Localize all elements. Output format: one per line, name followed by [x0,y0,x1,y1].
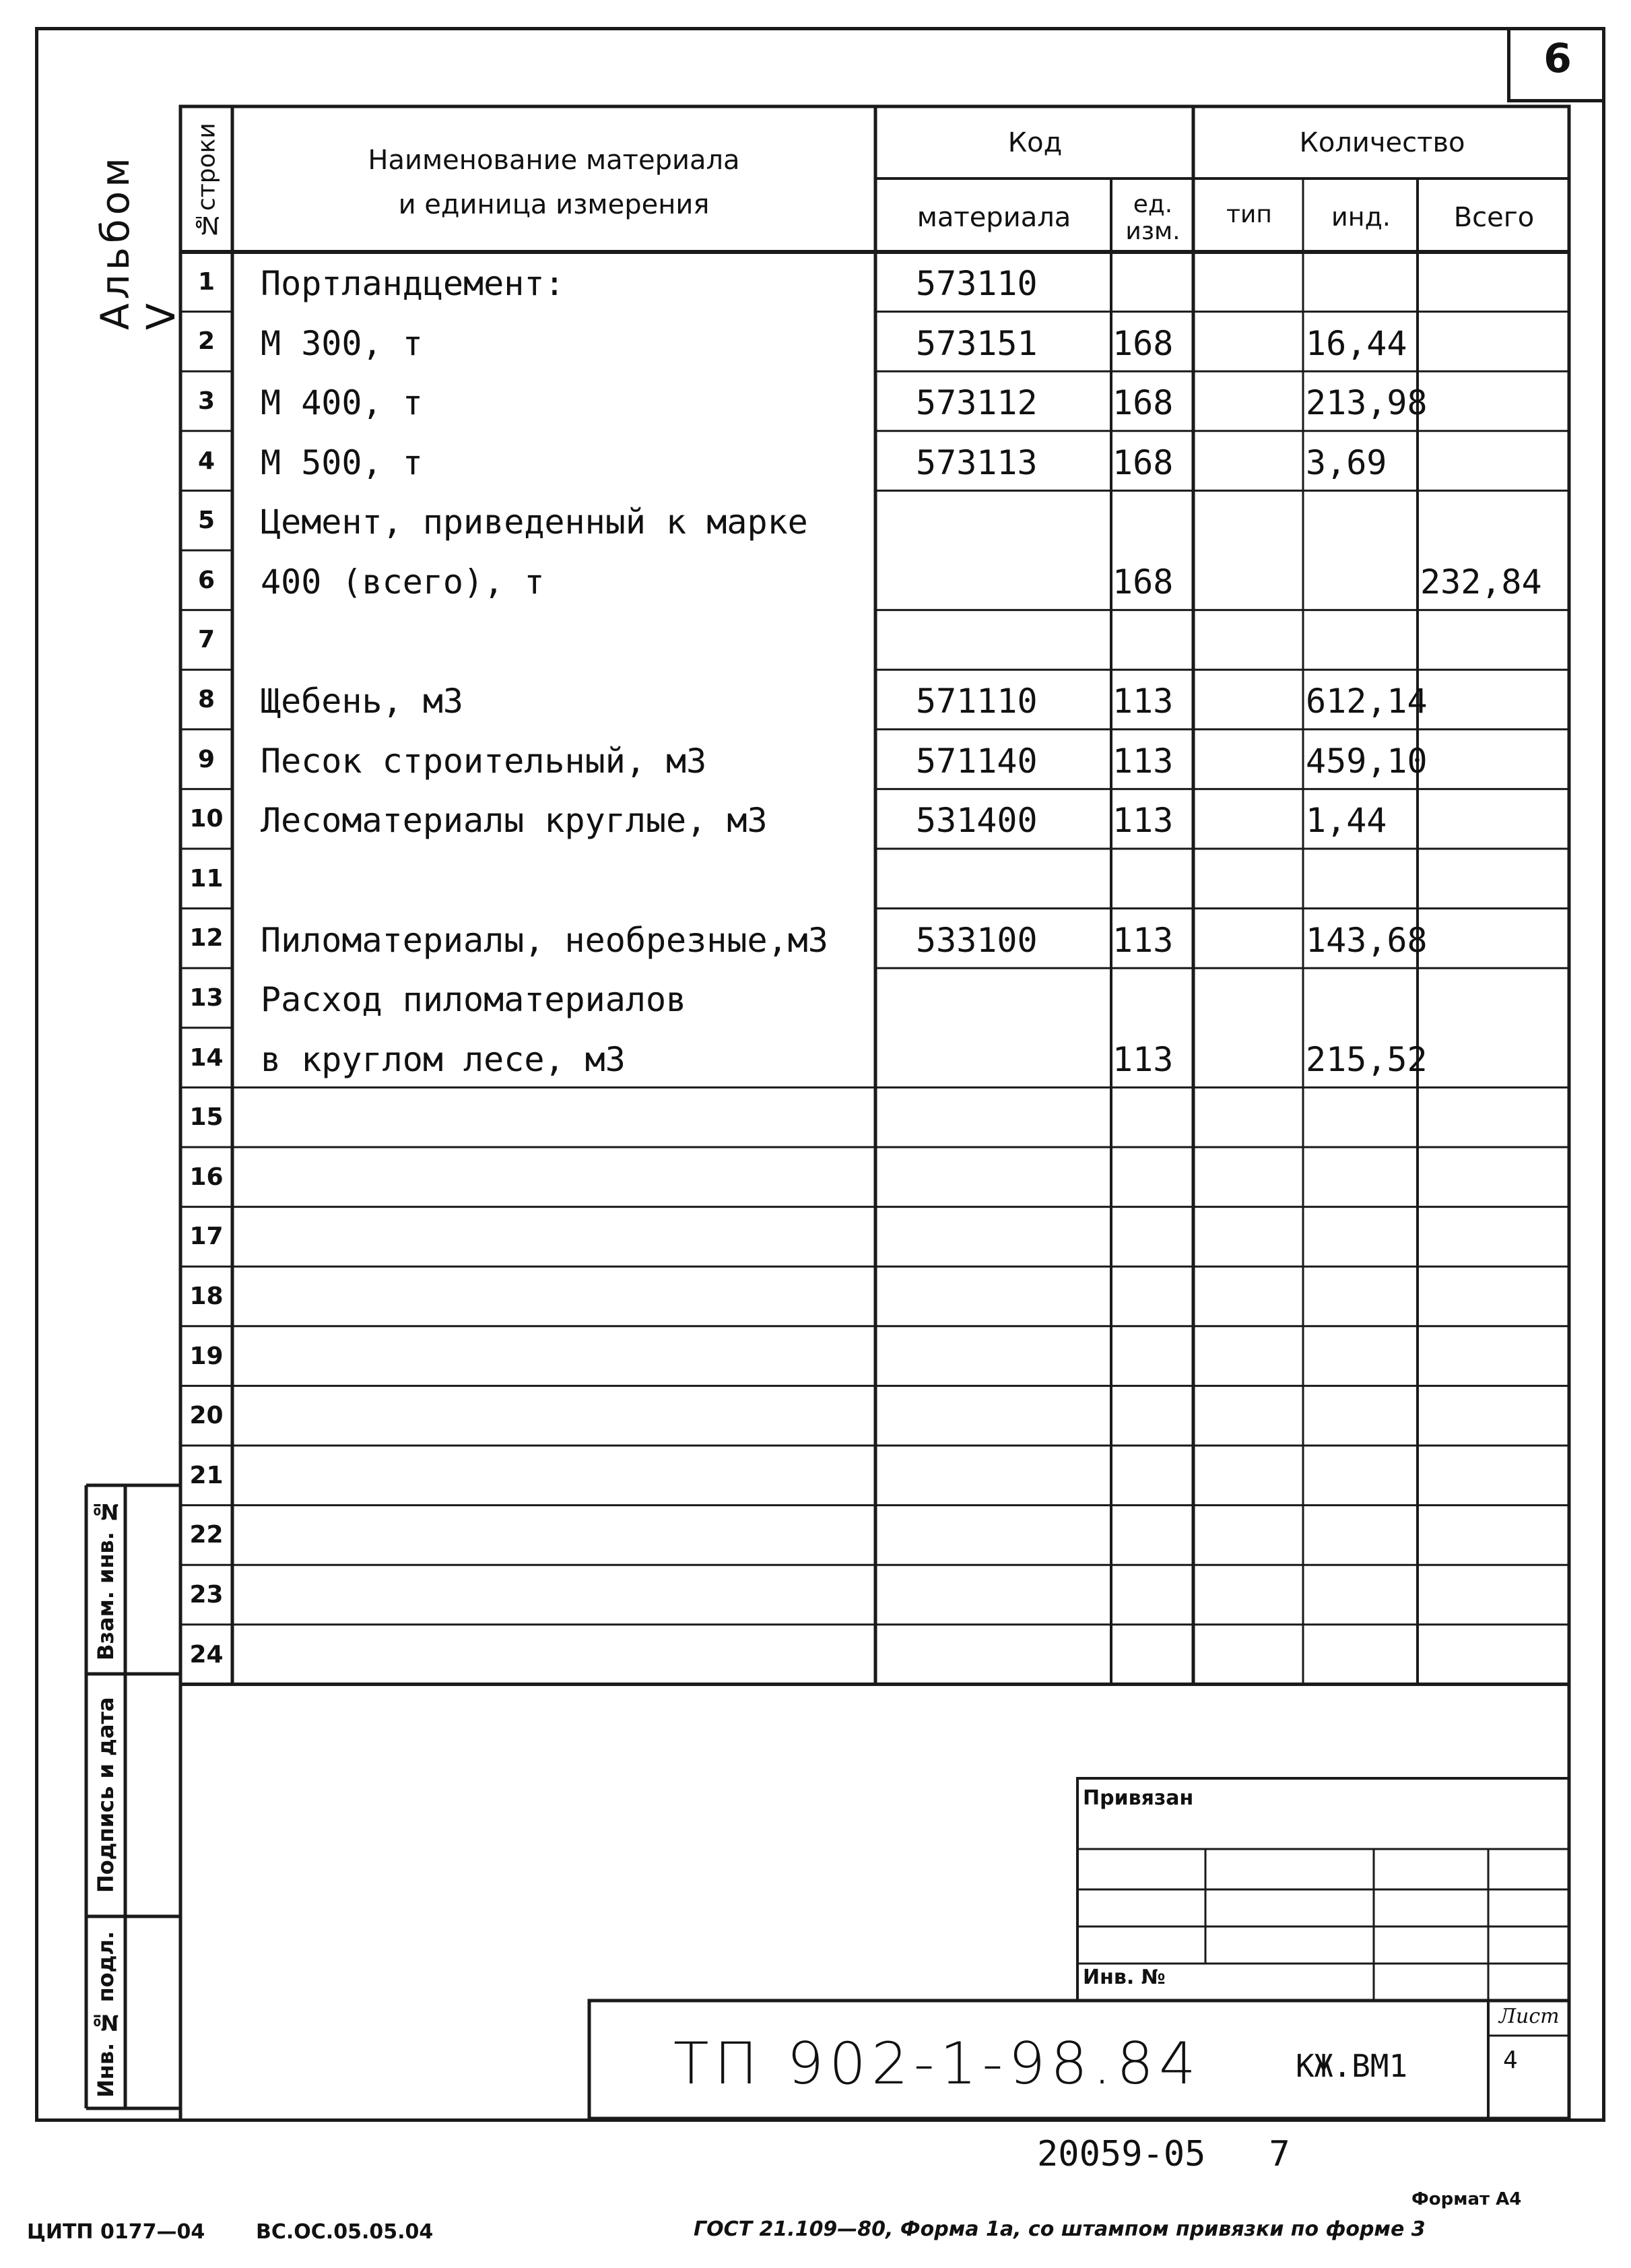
header-qty-type: тип [1226,200,1272,228]
row-ind: 1,44 [1306,801,1387,841]
row-number: 21 [189,1461,224,1489]
row-name: М 300, т [261,323,423,363]
row-number: 7 [197,626,215,654]
header-code-unit-line1: ед. [1133,191,1173,219]
row-unit: 113 [1112,682,1174,721]
row-unit: 113 [1112,1039,1174,1079]
row-total: 232,84 [1420,562,1542,602]
row-code: 533100 [916,920,1038,960]
header-code: Код [1007,127,1063,158]
header-qty-ind: инд. [1331,202,1391,232]
row-unit: 168 [1112,443,1174,482]
header-quantity: Количество [1299,127,1465,158]
row-ind: 612,14 [1306,682,1428,721]
row-number: 9 [197,745,215,773]
row-number: 19 [189,1342,224,1370]
row-name: Лесоматериалы круглые, м3 [261,801,768,841]
row-number: 12 [189,924,224,952]
row-number: 23 [189,1580,224,1609]
row-unit: 168 [1112,383,1174,423]
stamp-inv-no: Инв. № [1083,1966,1166,1989]
row-number: 18 [189,1282,224,1310]
row-code: 571140 [916,741,1038,781]
row-unit: 168 [1112,323,1174,363]
format-label: Формат А4 [1411,2189,1522,2209]
footer-middle: ВС.ОС.05.05.04 [256,2220,434,2244]
row-unit: 113 [1112,801,1174,841]
row-name: М 500, т [261,443,423,482]
row-name: Цемент, приведенный к марке [261,503,808,542]
footer-right: ГОСТ 21.109—80, Форма 1а, со штампом привязки по форме 3 [694,2217,1426,2241]
header-code-unit [1112,182,1193,255]
header-qty-total: Всего [1453,202,1535,233]
row-name: в круглом лесе, м3 [261,1039,626,1079]
header-code-unit-line2: изм. [1125,218,1180,245]
stamp-section: КЖ.ВМ1 [1296,2048,1408,2084]
row-number: 11 [189,864,224,893]
row-ind: 213,98 [1306,383,1428,423]
row-name: Пиломатериалы, необрезные,м3 [261,920,828,960]
row-ind: 3,69 [1306,443,1387,482]
row-name: Песок строительный, м3 [261,741,707,781]
row-number: 24 [189,1640,224,1668]
album-label: Альбом V [92,154,184,330]
row-ind: 143,68 [1306,920,1428,960]
footer-left: ЦИТП 0177—04 [27,2220,205,2244]
stamp-privyazan: Привязан [1083,1786,1194,1810]
header-row-number: №строки [193,123,221,238]
row-unit: 113 [1112,920,1174,960]
doc-number: 20059-05 7 [1037,2134,1290,2174]
row-code: 571110 [916,682,1038,721]
row-code: 573113 [916,443,1038,482]
header-name-line1: Наименование материала [368,145,740,176]
corner-sheet-number: 6 [1543,35,1572,82]
stamp-podpis-data: Подпись и дата [93,1697,119,1893]
stamp-sheet-label: Лист [1499,2005,1560,2028]
row-number: 2 [197,327,215,356]
header-name-line2: и единица измерения [398,189,710,220]
row-ind: 16,44 [1306,323,1407,363]
stamp-designation: ТП 902-1-98.84 [673,2030,1201,2098]
row-name: Расход пиломатериалов [261,980,687,1020]
row-number: 3 [197,387,215,415]
row-code: 573112 [916,383,1038,423]
row-name: Портландцемент: [261,264,565,303]
stamp-sheet-value: 4 [1503,2046,1518,2074]
row-number: 8 [197,685,215,713]
row-number: 16 [189,1163,224,1191]
header-code-material: материала [917,202,1071,233]
row-number: 15 [189,1103,224,1132]
row-ind: 215,52 [1306,1039,1428,1079]
row-name: М 400, т [261,383,423,423]
row-code: 573110 [916,264,1038,303]
row-number: 13 [189,983,224,1012]
row-number: 10 [189,805,224,833]
row-code: 531400 [916,801,1038,841]
row-number: 14 [189,1043,224,1072]
row-unit: 168 [1112,562,1174,602]
row-number: 1 [197,267,215,296]
row-number: 20 [189,1402,224,1430]
stamp-vzam-inv: Взам. инв. № [93,1498,119,1661]
row-number: 17 [189,1223,224,1251]
stamp-inv-podl: Инв. № подл. [93,1931,119,2098]
row-name: 400 (всего), т [261,562,545,602]
row-name: Щебень, м3 [261,682,464,721]
row-unit: 113 [1112,741,1174,781]
row-code: 573151 [916,323,1038,363]
row-number: 6 [197,566,215,594]
row-number: 4 [197,447,215,475]
row-ind: 459,10 [1306,741,1428,781]
row-number: 22 [189,1521,224,1549]
row-number: 5 [197,507,215,535]
